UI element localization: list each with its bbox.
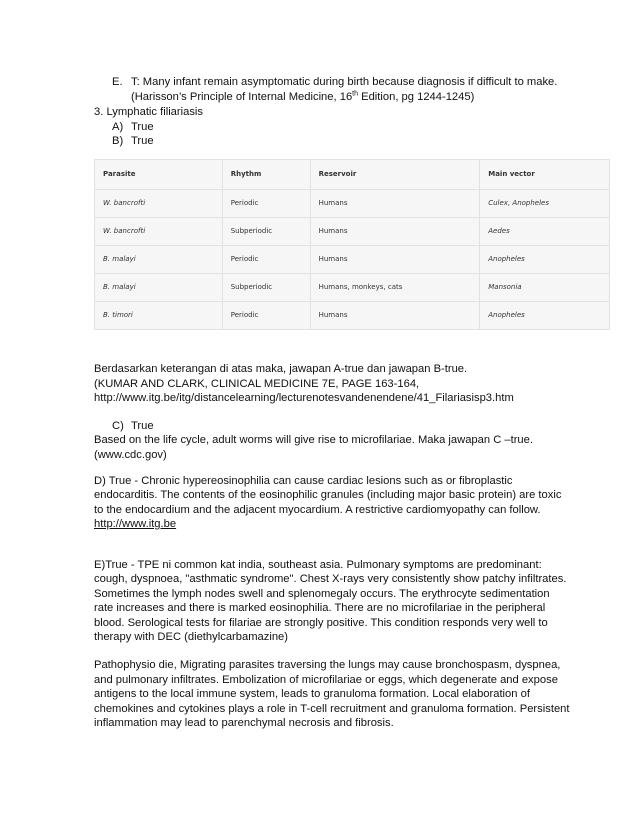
para-ab-line-1: Berdasarkan keterangan di atas maka, jawapan A-true dan jawapan B-true. — [94, 363, 468, 375]
cell-vector: Aedes — [480, 218, 610, 246]
item-e2-line-3: Sometimes the lymph nodes swell and splenomegaly occurs. The erythrocyte sedimentation — [94, 588, 550, 600]
cell-vector: Anopheles — [480, 246, 610, 274]
item-e2-line-2: cough, dyspnoea, "asthmatic syndrome". Chest X-rays very consistently show patchy infiltrates. — [94, 573, 567, 585]
answer-b-value: True — [131, 135, 154, 147]
pathophysio-line-1: Pathophysio die, Migrating parasites traversing the lungs may cause bronchospasm, dyspnea, — [94, 659, 561, 671]
item-e-reference — [131, 90, 474, 105]
pathophysio-line-4: chemokines and cytokines plays a role in T-cell recruitment and granuloma formation. Persistent — [94, 703, 570, 715]
item-c-line-1: Based on the life cycle, adult worms will give rise to microfilariae. Maka jawapan C –true. — [94, 434, 533, 446]
para-ab-line-2: (KUMAR AND CLARK, CLINICAL MEDICINE 7E, PAGE 163-164, — [94, 378, 420, 390]
cell-vector: Anopheles — [480, 302, 610, 330]
item-d-line-3: to the endocardium and the adjacent myocardium. A restrictive cardiomyopathy can follow. — [94, 504, 541, 516]
section-3-heading: 3. Lymphatic filiariasis — [94, 106, 204, 118]
header-reservoir: Reservoir — [310, 160, 480, 190]
header-parasite: Parasite — [95, 160, 223, 190]
table-row — [95, 302, 610, 330]
table-header-row — [95, 160, 610, 190]
cell-reservoir: Humans — [310, 302, 480, 330]
item-c-line-2: (www.cdc.gov) — [94, 449, 167, 461]
cell-reservoir: Humans — [310, 190, 480, 218]
cell-vector: Culex, Anopheles — [480, 190, 610, 218]
item-d-line-2: endocarditis. The contents of the eosinophilic granules (including major basic protein) are toxic — [94, 489, 562, 501]
cell-rhythm: Periodic — [222, 190, 310, 218]
cell-rhythm: Periodic — [222, 246, 310, 274]
item-e2-line-5: blood. Serological tests for filariae are strongly positive. This condition responds very well to — [94, 617, 548, 629]
cell-rhythm: Periodic — [222, 302, 310, 330]
item-c-value: True — [131, 420, 154, 432]
item-e2-line-4: rate increases and there is marked eosinophilia. There are no microfilariae in the peripheral — [94, 602, 546, 614]
answer-a-value: True — [131, 121, 154, 133]
filaria-table — [94, 159, 610, 330]
header-rhythm: Rhythm — [222, 160, 310, 190]
cell-parasite: B. timori — [95, 302, 223, 330]
cell-rhythm: Subperiodic — [222, 274, 310, 302]
answer-a-letter: A) — [112, 121, 124, 133]
table-row — [95, 274, 610, 302]
item-e2-line-6: therapy with DEC (diethylcarbamazine) — [94, 631, 288, 643]
table-row — [95, 190, 610, 218]
para-ab-line-3: http://www.itg.be/itg/distancelearning/lecturenotesvandenendene/41_Filariasisp3.htm — [94, 392, 514, 404]
item-e-text: T: Many infant remain asymptomatic during birth because diagnosis if difficult to make. — [131, 76, 558, 88]
table-row — [95, 246, 610, 274]
table-row — [95, 218, 610, 246]
cell-parasite: B. malayi — [95, 274, 223, 302]
header-main-vector: Main vector — [480, 160, 610, 190]
item-e-ref-tail: Edition, pg 1244-1245) — [358, 91, 475, 103]
cell-parasite: B. malayi — [95, 246, 223, 274]
cell-vector: Mansonia — [480, 274, 610, 302]
item-e-letter: E. — [112, 76, 123, 88]
item-e-ref-sup: th — [352, 90, 359, 98]
itg-link[interactable]: http://www.itg.be — [94, 518, 177, 530]
item-e2-line-1: E)True - TPE ni common kat india, southeast asia. Pulmonary symptoms are predominant: — [94, 559, 542, 571]
pathophysio-line-2: and pulmonary infiltrates. Embolization of microfilariae or eggs, which degenerate and expose — [94, 674, 558, 686]
item-c-letter: C) — [112, 420, 124, 432]
pathophysio-line-5: inflammation may lead to parenchymal necrosis and fibrosis. — [94, 717, 394, 729]
item-e-ref-main: (Harisson’s Principle of Internal Medicine, 16 — [131, 91, 353, 103]
cell-parasite: W. bancrofti — [95, 190, 223, 218]
cell-reservoir: Humans — [310, 246, 480, 274]
cell-reservoir: Humans, monkeys, cats — [310, 274, 480, 302]
pathophysio-line-3: antigens to the local immune system, leads to granuloma formation. Local elaboration of — [94, 688, 530, 700]
cell-reservoir: Humans — [310, 218, 480, 246]
cell-rhythm: Subperiodic — [222, 218, 310, 246]
answer-b-letter: B) — [112, 135, 124, 147]
cell-parasite: W. bancrofti — [95, 218, 223, 246]
item-d-line-1: D) True - Chronic hypereosinophilia can cause cardiac lesions such as or fibroplastic — [94, 475, 513, 487]
